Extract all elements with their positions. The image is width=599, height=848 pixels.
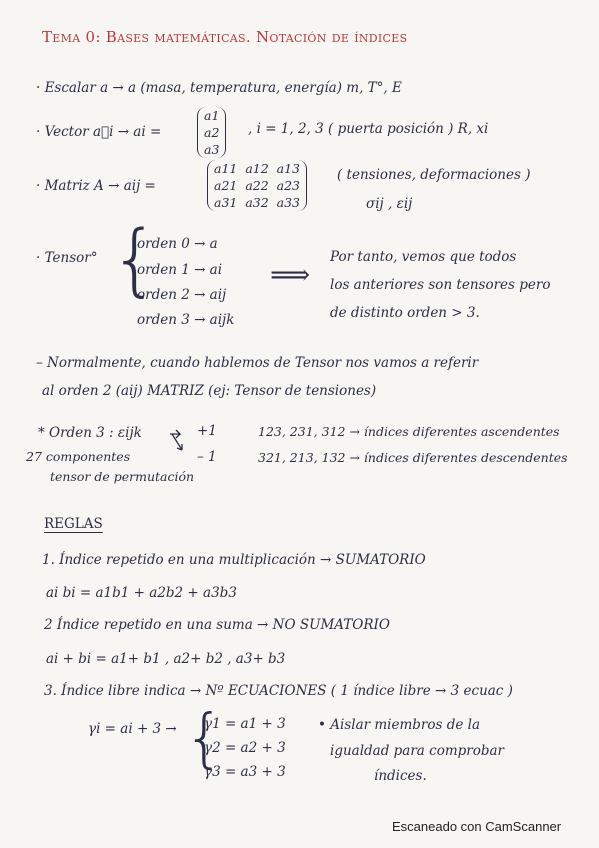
matriz-tail-1: ( tensiones, deformaciones ) xyxy=(337,167,531,183)
matriz-cell: a33 xyxy=(276,195,300,210)
tensor-order: orden 3 → aijk xyxy=(137,312,235,328)
normalmente-line: – Normalmente, cuando hablemos de Tensor nos vamos a referir xyxy=(36,355,479,371)
branch-arrows-icon xyxy=(168,428,190,458)
regla-3-system-line: γ3 = a3 + 3 xyxy=(204,764,286,780)
matriz-tail-2: σij , εij xyxy=(366,196,413,212)
regla-1-equation: ai bi = a1b1 + a2b2 + a3b3 xyxy=(46,585,237,601)
tensor-order: orden 1 → ai xyxy=(137,262,223,278)
tensor-order: orden 2 → aij xyxy=(137,287,227,303)
matriz-cell: a22 xyxy=(245,178,269,193)
implies-arrow: ⟹ xyxy=(270,258,311,291)
vector-component: a2 xyxy=(204,125,220,140)
orden3-plus: +1 xyxy=(197,423,217,439)
regla-2-equation: ai + bi = a1+ b1 , a2+ b2 , a3+ b3 xyxy=(46,651,286,667)
regla-3-note-line: índices. xyxy=(374,768,427,784)
vector-lead: · Vector a⃗i → ai = xyxy=(36,124,162,140)
escalar-line: · Escalar a → a (masa, temperatura, energía) m, T°, E xyxy=(36,80,402,96)
matriz-cell: a11 xyxy=(214,161,238,176)
matriz-row xyxy=(214,177,300,194)
tensor-note-line: los anteriores son tensores pero xyxy=(330,277,551,293)
matriz-row xyxy=(214,160,300,177)
regla-3-system-line: γ2 = a2 + 3 xyxy=(204,740,286,756)
regla-2: 2 Índice repetido en una suma → NO SUMATORIO xyxy=(44,617,390,633)
vector-matrix xyxy=(197,107,226,158)
regla-3-note-line: igualdad para comprobar xyxy=(330,743,504,759)
vector-tail: , i = 1, 2, 3 ( puerta posición ) R, xi xyxy=(248,121,489,137)
regla-3-equation-lead: γi = ai + 3 → xyxy=(88,721,177,737)
regla-3-system-line: γ1 = a1 + 3 xyxy=(204,716,286,732)
orden3-plus-text: 123, 231, 312 → índices diferentes ascendentes xyxy=(258,424,560,439)
left-brace: { xyxy=(184,702,225,776)
regla-3: 3. Índice libre indica → Nº ECUACIONES ( 1 índice libre → 3 ecuac ) xyxy=(44,683,513,699)
tensor-note-line: Por tanto, vemos que todos xyxy=(330,249,517,265)
orden3-permutation: tensor de permutación xyxy=(50,469,195,484)
vector-component: a1 xyxy=(204,108,220,123)
matriz-cell: a31 xyxy=(214,195,238,210)
orden3-components: 27 componentes xyxy=(26,449,131,464)
regla-1: 1. Índice repetido en una multiplicación → SUMATORIO xyxy=(42,552,426,568)
matriz-lead: · Matriz A → aij = xyxy=(36,178,156,194)
tensor-note-line: de distinto orden > 3. xyxy=(330,305,480,321)
matriz-cell: a21 xyxy=(214,178,238,193)
matriz-cell: a23 xyxy=(276,178,300,193)
orden3-lead: * Orden 3 : εijk xyxy=(38,425,142,441)
orden3-minus: – 1 xyxy=(197,449,217,465)
normalmente-line: al orden 2 (aij) MATRIZ (ej: Tensor de tensiones) xyxy=(42,383,377,399)
regla-3-note-line: • Aislar miembros de la xyxy=(318,717,480,733)
page-title: Tema 0: Bases matemáticas. Notación de índices xyxy=(42,28,408,46)
tensor-order: orden 0 → a xyxy=(137,236,218,252)
matriz-matrix xyxy=(207,160,307,211)
left-brace: { xyxy=(110,215,160,305)
scanner-watermark: Escaneado con CamScanner xyxy=(392,819,562,834)
matriz-row xyxy=(214,194,300,211)
vector-component: a3 xyxy=(204,142,220,157)
reglas-heading: REGLAS xyxy=(44,516,103,532)
orden3-minus-text: 321, 213, 132 → índices diferentes descendentes xyxy=(258,450,568,465)
tensor-lead: · Tensor° xyxy=(36,250,98,266)
matriz-cell: a13 xyxy=(276,161,300,176)
matriz-cell: a32 xyxy=(245,195,269,210)
matriz-cell: a12 xyxy=(245,161,269,176)
